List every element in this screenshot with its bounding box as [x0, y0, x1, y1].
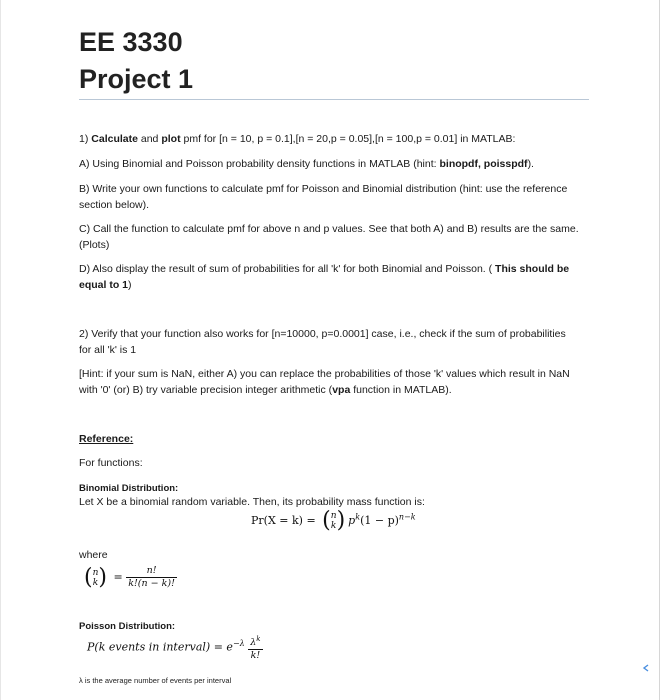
binomial-heading: Binomial Distribution:: [79, 483, 179, 494]
poisson-pmf-formula: P(k events in interval) = $e^{-\lambda}$ $\frac{\lambda^k}{k!}$: [87, 635, 261, 662]
binomial-pmf-formula: Pr(X = k) = (n k) $p^k(1 - p)^{n-k}$: [251, 508, 416, 533]
binomial-intro: Let X be a binomial random variable. Then, its probability mass function is:: [79, 496, 425, 508]
q1-intro: [79, 131, 579, 147]
poisson-heading: Poisson Distribution:: [79, 621, 176, 632]
q1-part-c: C) Call the function to calculate pmf for above n and p values. See that both A) and B) results are the same.(Plots): [79, 223, 579, 251]
q1-calculate: Calculate: [91, 133, 138, 145]
d-emphasis: This should be equal to 1: [79, 263, 570, 291]
q1-and: and: [140, 133, 159, 145]
reference-heading: Reference:: [79, 433, 134, 445]
q1-part-b: B) Write your own functions to calculate pmf for Poisson and Binomial distribution (hint: use the reference section below).: [79, 183, 568, 211]
title-divider: [79, 99, 589, 100]
vpa-function: vpa: [332, 384, 351, 396]
binomial-coefficient-definition: (n k) = $\frac{n!}{k!(n - k)!}$: [84, 564, 175, 590]
q1-plot: plot: [161, 133, 181, 145]
project-title: Project 1: [79, 64, 194, 94]
for-functions: For functions:: [79, 457, 143, 469]
course-title: EE 3330: [79, 27, 183, 57]
factorial-fraction: $\frac{n!}{k!(n - k)!}$: [128, 565, 175, 589]
q1-number: 1): [79, 133, 89, 145]
chevron-left-icon[interactable]: [642, 664, 650, 672]
lambda-note: λ is the average number of events per interval: [79, 676, 232, 685]
hint-functions: binopdf, poisspdf: [439, 158, 528, 170]
binomial-coefficient: (n k): [322, 508, 346, 533]
q2-hint: [Hint: if your sum is NaN, either A) you can replace the probabilities of those 'k' values which result in NaN with '0' (or) B) try variable precision integer arithmetic (vpa function in MATLAB).: [79, 368, 570, 396]
where-label: where: [79, 549, 108, 561]
q1-part-a: A) Using Binomial and Poisson probability density functions in MATLAB (hint: binopdf, poisspdf).: [79, 158, 534, 170]
q1-part-d: D) Also display the result of sum of probabilities for all 'k' for both Binomial and Poisson. ( This should be equal to 1): [79, 263, 570, 291]
poisson-fraction: $\frac{\lambda^k}{k!}$: [250, 635, 261, 662]
q2-text: 2) Verify that your function also works for [n=10000, p=0.0001] case, i.e., check if the sum of probabilities for all 'k' is 1: [79, 328, 566, 356]
q1-rest: pmf for [n = 10, p = 0.1],[n = 20,p = 0.05],[n = 100,p = 0.01] in MATLAB:: [183, 133, 516, 145]
